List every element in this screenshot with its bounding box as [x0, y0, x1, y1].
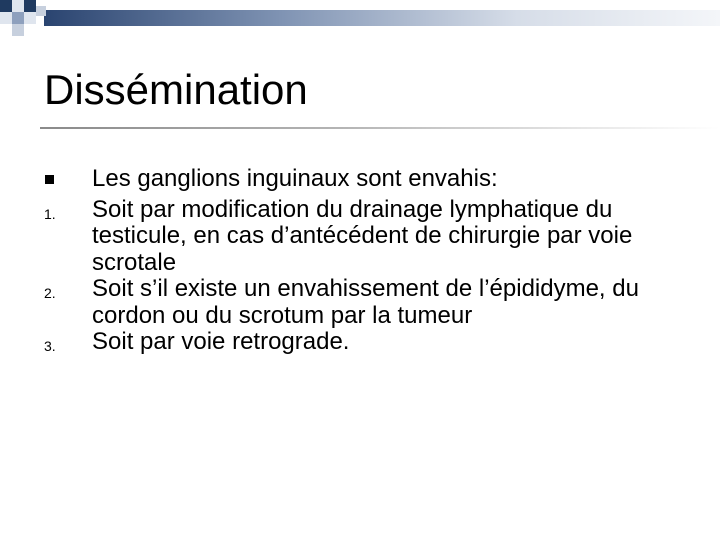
bullet-list	[44, 166, 684, 360]
list-number: 2.	[44, 285, 56, 301]
title-underline	[40, 127, 720, 129]
slide-title: Dissémination	[44, 66, 308, 113]
list-item-text: Soit par voie retrograde.	[92, 328, 350, 355]
list-number: 1.	[44, 205, 56, 222]
list-item-text: Soit par modification du drainage lymphatique du testicule, en cas d’antécédent de chirurgie par voie scrotale	[92, 195, 633, 276]
list-item	[44, 166, 684, 197]
list-item	[44, 329, 684, 360]
list-item	[44, 197, 684, 277]
square-bullet-icon	[45, 175, 54, 184]
list-item	[44, 276, 684, 329]
list-number: 3.	[44, 338, 56, 354]
bullet-marker	[44, 166, 92, 197]
list-item-text: Les ganglions inguinaux sont envahis:	[92, 165, 498, 192]
list-item-text: Soit s’il existe un envahissement de l’épididyme, du cordon ou du scrotum par la tumeur	[92, 275, 639, 329]
header-decorative-band	[0, 0, 720, 36]
